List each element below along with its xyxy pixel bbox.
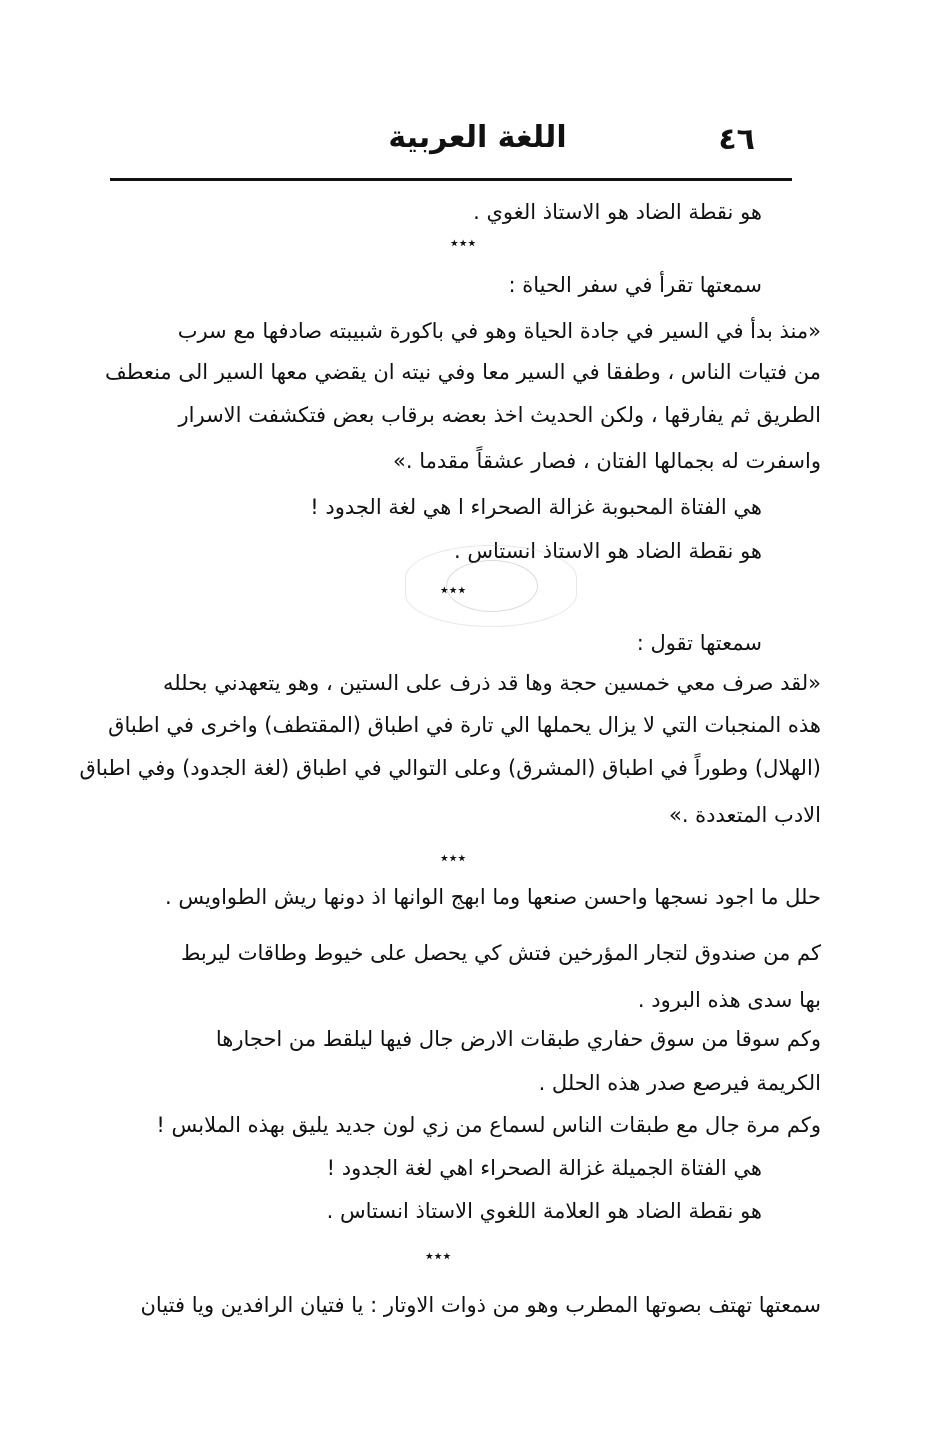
text-line: (الهلال) وطوراً في اطباق (المشرق) وعلى التوالي في اطباق (لغة الجدود) وفي اطباق — [79, 756, 821, 780]
text-line: واسفرت له بجمالها الفتان ، فصار عشقاً مقدما .» — [393, 449, 821, 473]
text-line: بها سدى هذه البرود . — [637, 988, 821, 1012]
text-line: هو نقطة الضاد هو الاستاذ الغوي . — [473, 200, 762, 224]
text-line: من فتيات الناس ، وطفقا في السير معا وفي نيته ان يقضي معها السير الى منعطف — [105, 360, 821, 384]
header-rule — [110, 178, 792, 181]
section-separator: ٭٭٭ — [440, 580, 467, 599]
text-line: حلل ما اجود نسجها واحسن صنعها وما ابهج الوانها اذ دونها ريش الطواويس . — [164, 885, 821, 909]
text-line: «منذ بدأ في السير في جادة الحياة وهو في باكورة شبيبته صادفها مع سرب — [177, 319, 821, 343]
text-line: الادب المتعددة .» — [668, 803, 821, 827]
page-header — [130, 120, 785, 164]
text-line: هي الفتاة الجميلة غزالة الصحراء اهي لغة الجدود ! — [326, 1156, 762, 1180]
text-line: كم من صندوق لتجار المؤرخين فتش كي يحصل على خيوط وطاقات ليربط — [180, 941, 821, 965]
text-line: هذه المنجبات التي لا يزال يحملها الي تارة في اطباق (المقتطف) واخرى في اطباق — [108, 713, 821, 737]
running-title: اللغة العربية — [388, 120, 567, 155]
section-separator: ٭٭٭ — [440, 848, 467, 867]
text-line: هي الفتاة المحبوبة غزالة الصحراء ا هي لغة الجدود ! — [310, 495, 762, 519]
text-line: هو نقطة الضاد هو الاستاذ انستاس . — [454, 539, 762, 563]
text-line: «لقد صرف معي خمسين حجة وها قد ذرف على الستين ، وهو يتعهدني بحلله — [162, 671, 821, 695]
section-separator: ٭٭٭ — [425, 1246, 452, 1265]
section-separator: ٭٭٭ — [450, 233, 477, 252]
text-line: سمعتها تقرأ في سفر الحياة : — [508, 273, 762, 297]
library-stamp — [405, 545, 577, 627]
text-line: الطريق ثم يفارقها ، ولكن الحديث اخذ بعضه برقاب بعض فتكشفت الاسرار — [178, 403, 821, 427]
text-line: وكم مرة جال مع طبقات الناس لسماع من زي لون جديد يليق بهذه الملابس ! — [156, 1113, 821, 1137]
text-line: هو نقطة الضاد هو العلامة اللغوي الاستاذ انستاس . — [326, 1199, 762, 1223]
text-line: سمعتها تهتف بصوتها المطرب وهو من ذوات الاوتار : يا فتيان الرافدين ويا فتيان — [140, 1293, 821, 1317]
text-line: الكريمة فيرصع صدر هذه الحلل . — [538, 1071, 821, 1095]
text-line: وكم سوقا من سوق حفاري طبقات الارض جال فيها ليلقط من احجارها — [215, 1027, 821, 1051]
text-line: سمعتها تقول : — [636, 631, 762, 655]
page-number: ٤٦ — [718, 122, 755, 157]
